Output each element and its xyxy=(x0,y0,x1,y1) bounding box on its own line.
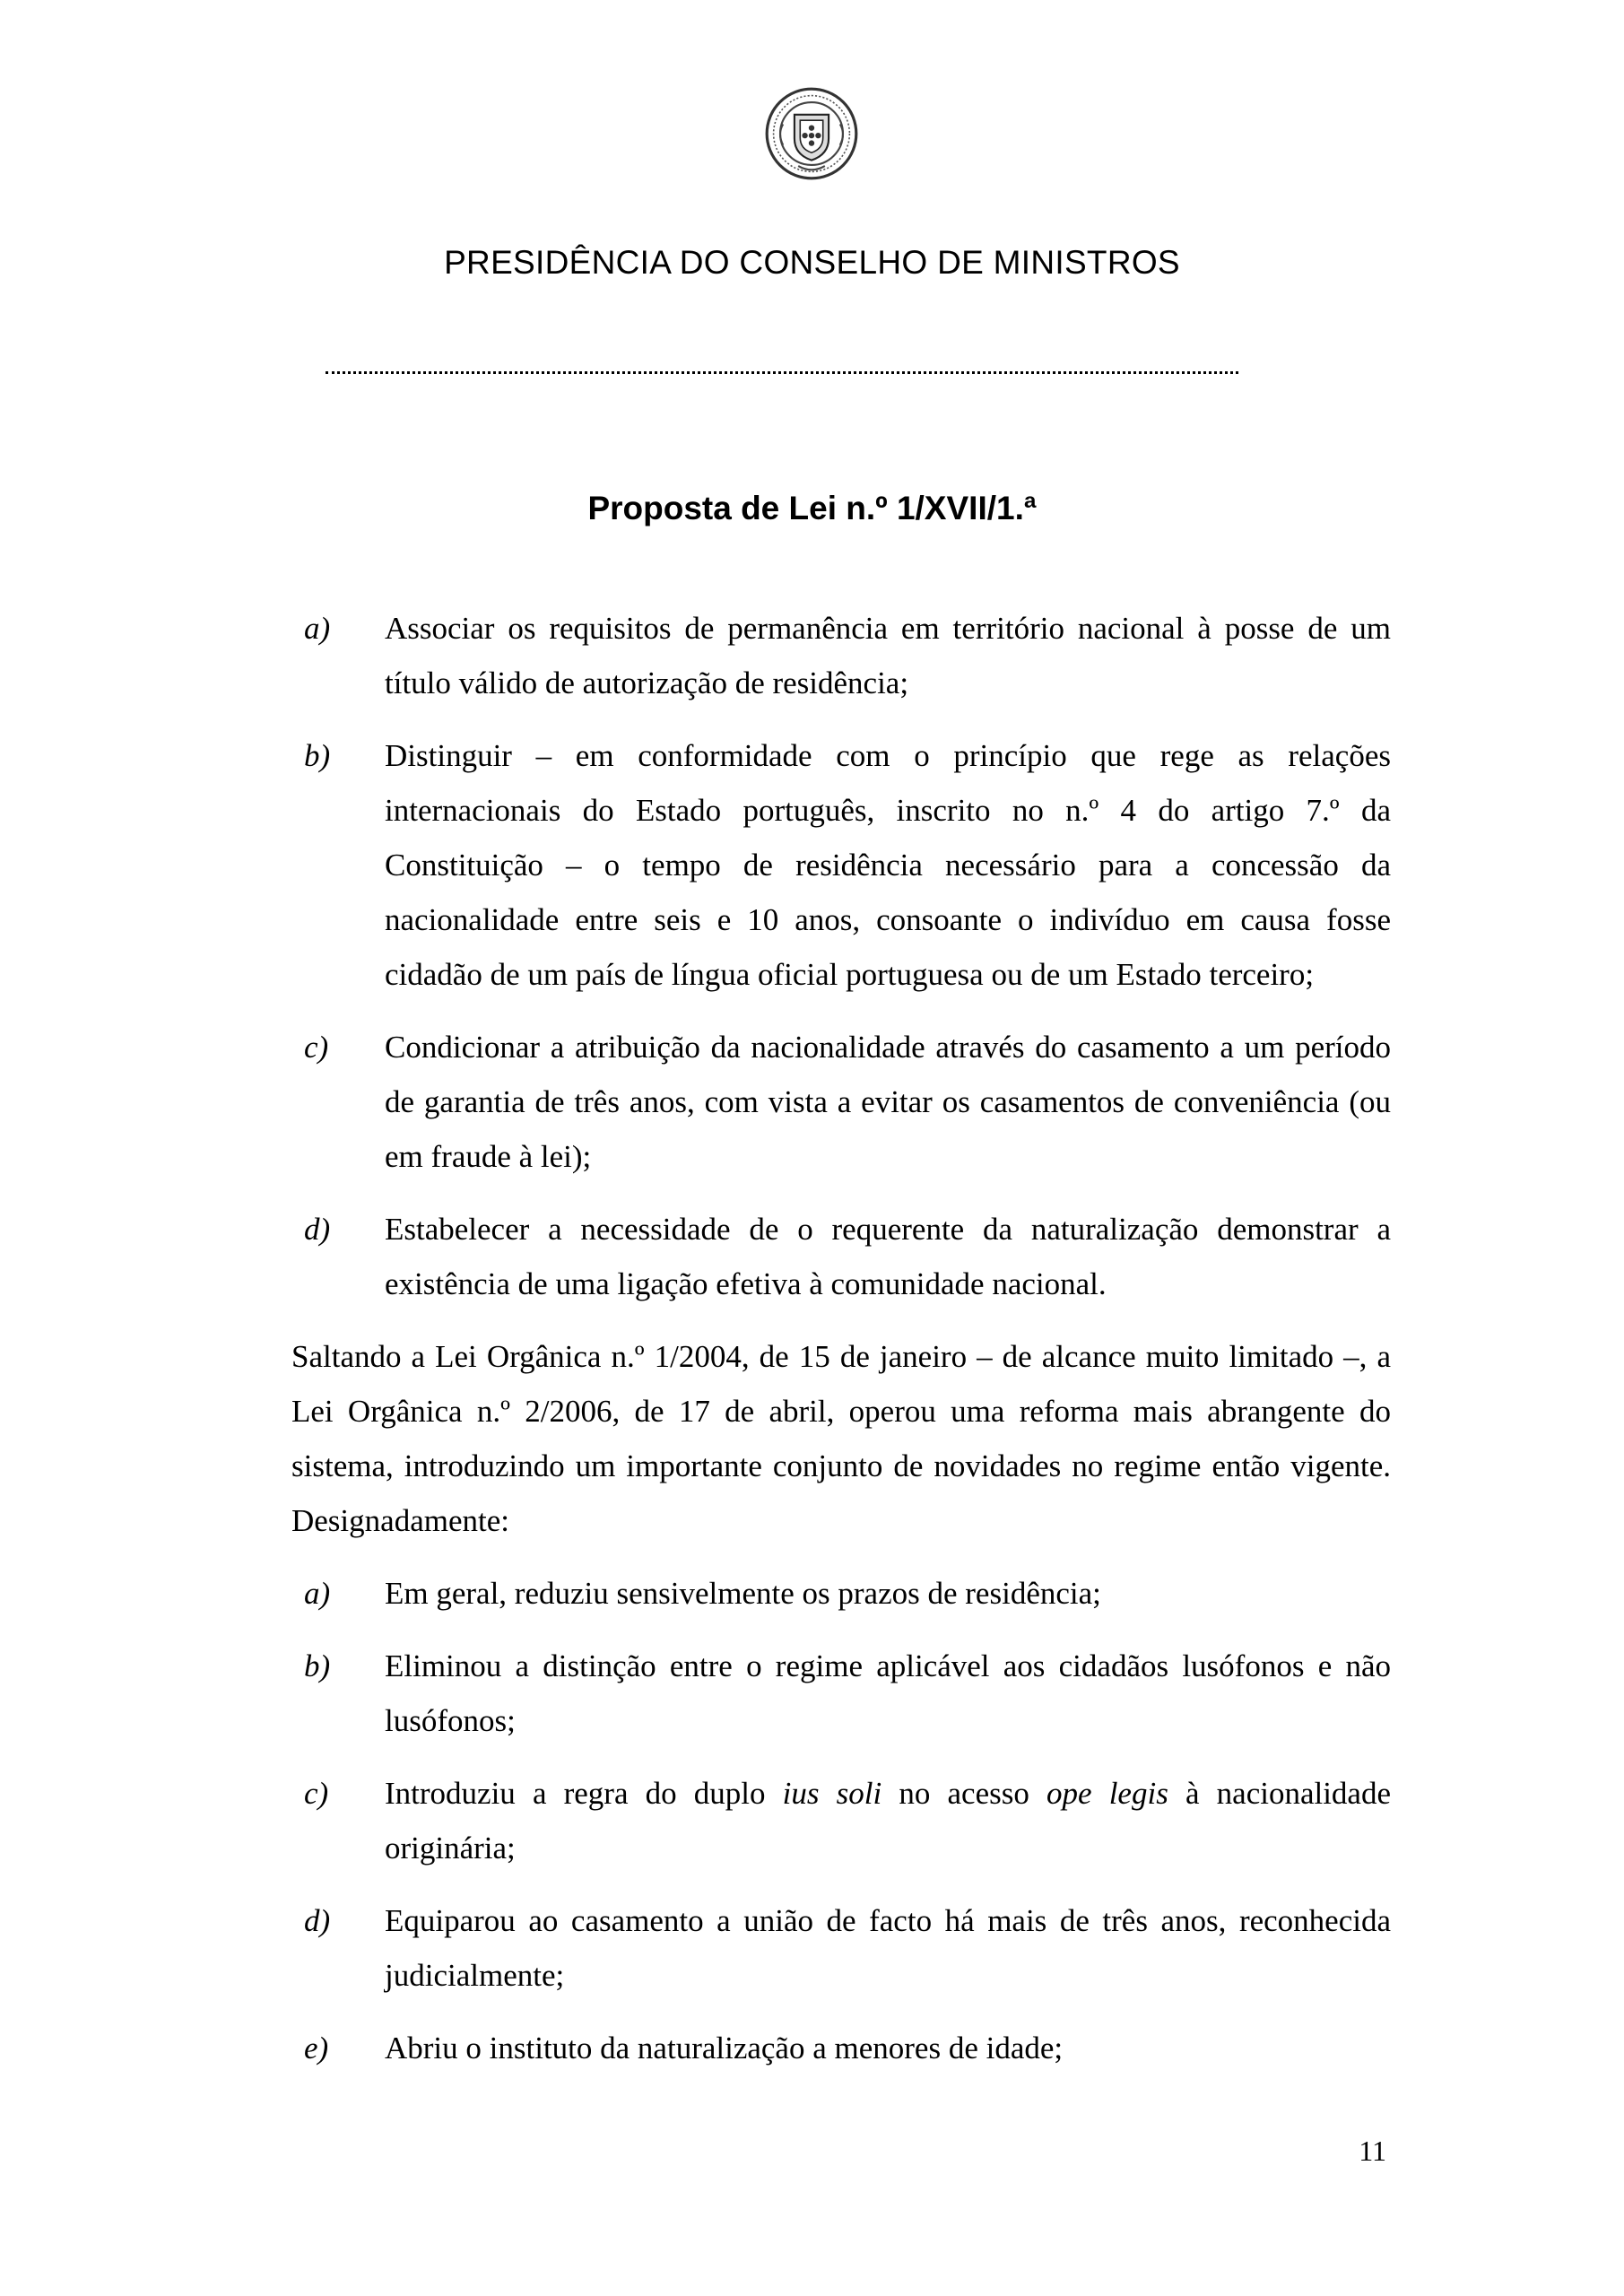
list-item-label: a) xyxy=(304,611,331,646)
list-item-text: Eliminou a distinção entre o regime aplicável aos cidadãos lusófonos e não lusófonos; xyxy=(385,1648,1391,1738)
list-item xyxy=(291,2021,1391,2075)
list-item-text: Distinguir – em conformidade com o princípio que rege as relações internacionais do Estado português, inscrito no n.º 4 do artigo 7.º da Constituição – o tempo de residência necessário para a concessão da nacionalidade entre seis e 10 anos, consoante o indivíduo em causa fosse cidadão de um país de língua oficial portuguesa ou de um Estado terceiro; xyxy=(385,738,1391,992)
text-segment: à nacionalidade originária; xyxy=(385,1776,1392,1866)
list-item-label: c) xyxy=(304,1776,329,1811)
list-item xyxy=(291,1202,1391,1311)
list-item xyxy=(291,1893,1391,2003)
list-item-label: d) xyxy=(304,1212,331,1247)
list-item-text: Associar os requisitos de permanência em território nacional à posse de um título válido de autorização de residência; xyxy=(385,611,1391,700)
text-segment: no acesso xyxy=(881,1776,1047,1811)
law-proposal-title: Proposta de Lei n.º 1/XVII/1.ª xyxy=(587,490,1037,526)
coat-of-arms-seal-icon xyxy=(764,86,859,181)
ministry-heading: PRESIDÊNCIA DO CONSELHO DE MINISTROS xyxy=(444,244,1180,281)
list-item-label: e) xyxy=(304,2031,329,2066)
list-item-label: a) xyxy=(304,1576,331,1611)
list-item-text xyxy=(385,1766,1391,1875)
latin-term: ope legis xyxy=(1046,1776,1168,1811)
list-item-label: b) xyxy=(304,738,331,773)
list-item-text: Condicionar a atribuição da nacionalidade através do casamento a um período de garantia de três anos, com vista a evitar os casamentos de conveniência (ou em fraude à lei); xyxy=(385,1030,1391,1174)
list-item xyxy=(291,1566,1391,1621)
list-item xyxy=(291,1766,1391,1875)
list-item-text: Abriu o instituto da naturalização a menores de idade; xyxy=(385,2031,1064,2066)
latin-term: ius soli xyxy=(782,1776,882,1811)
list-item-text: Equiparou ao casamento a união de facto há mais de três anos, reconhecida judicialmente; xyxy=(385,1903,1391,1993)
list-item xyxy=(291,728,1391,1002)
text-segment: Introduziu a regra do duplo xyxy=(385,1776,783,1811)
list-item-label: d) xyxy=(304,1903,331,1938)
list-item-label: b) xyxy=(304,1648,331,1683)
list-item-text: Em geral, reduziu sensivelmente os prazos de residência; xyxy=(385,1576,1101,1611)
page-number: 11 xyxy=(1359,2135,1386,2167)
list-item xyxy=(291,601,1391,710)
list-item xyxy=(291,1020,1391,1184)
list-item-text: Estabelecer a necessidade de o requerente da naturalização demonstrar a existência de uma ligação efetiva à comunidade nacional. xyxy=(385,1212,1391,1301)
list-item xyxy=(291,1639,1391,1748)
document-body xyxy=(291,601,1391,2093)
list-item-label: c) xyxy=(304,1030,329,1065)
body-paragraph: Saltando a Lei Orgânica n.º 1/2004, de 15 de janeiro – de alcance muito limitado –, a Lei Orgânica n.º 2/2006, de 17 de abril, operou uma reforma mais abrangente do sistema, introduzindo um importante conjunto de novidades no regime então vigente. Designadamente: xyxy=(291,1339,1391,1538)
dotted-separator xyxy=(326,371,1238,374)
